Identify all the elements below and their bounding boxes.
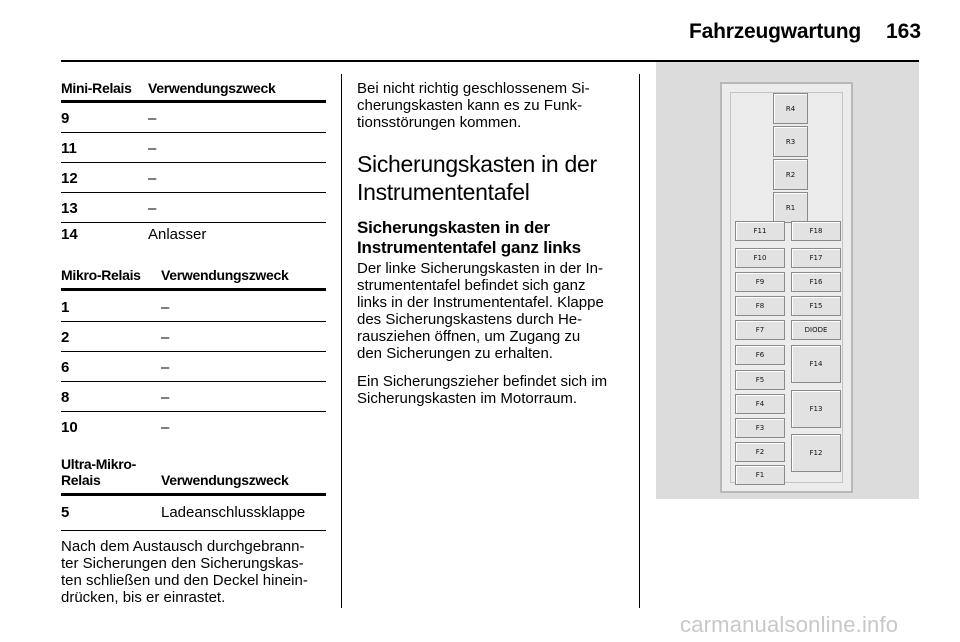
- intro-paragraph: Bei nicht richtig geschlossenem Si- cherungskasten kann es zu Funk- tionsstörungen kommen.: [357, 80, 590, 131]
- relay-use: –: [161, 359, 170, 376]
- fuse-f11: F11: [735, 221, 785, 241]
- fuse-f2: F2: [735, 442, 785, 462]
- relay-use: –: [148, 140, 157, 157]
- table-row: [61, 354, 326, 382]
- relay-number: 8: [61, 389, 70, 406]
- relay-use: Ladeanschlussklappe: [161, 504, 306, 521]
- relay-number: 6: [61, 359, 70, 376]
- relay-number: 5: [61, 504, 70, 521]
- fuse-f12: F12: [791, 434, 841, 472]
- page-number: 163: [886, 20, 922, 43]
- row-rule: [61, 192, 326, 193]
- fuse-f14: F14: [791, 345, 841, 383]
- relay-number: 14: [61, 226, 78, 243]
- relay-number: 13: [61, 200, 78, 217]
- fuse-f9: F9: [735, 272, 785, 292]
- table-header: [61, 267, 326, 289]
- row-rule: [61, 530, 326, 531]
- section-title: Fahrzeugwartung: [689, 20, 862, 43]
- closing-paragraph: Nach dem Austausch durchgebrann- ter Sicherungen den Sicherungskas- ten schließen und den Deckel hinein- drücken, bis er einrastet.: [61, 538, 308, 606]
- page-header: [0, 0, 960, 62]
- table-row: [61, 384, 326, 412]
- col-header-use: Verwendungszweck: [161, 472, 289, 488]
- relay-r1: R1: [773, 192, 808, 223]
- row-rule: [61, 132, 326, 133]
- relay-r4: R4: [773, 93, 808, 124]
- relay-use: –: [148, 170, 157, 187]
- section-heading: Sicherungskasten in der Instrumententafel: [357, 151, 597, 205]
- relay-use: –: [161, 419, 170, 436]
- relay-number: 9: [61, 110, 70, 127]
- column-separator-2: [639, 74, 640, 608]
- description-paragraph: Der linke Sicherungskasten in der In- strumententafel befindet sich ganz links in der Instrumententafel. Klappe des Sicherungskastens durch He- rausziehen öffnen, um Zugang zu den Sicherungen zu erhalten.: [357, 260, 604, 362]
- relay-use: –: [148, 200, 157, 217]
- ultra-mikro-relais-table: [61, 456, 326, 521]
- row-rule: [61, 162, 326, 163]
- fuse-f18: F18: [791, 221, 841, 241]
- relay-r3: R3: [773, 126, 808, 157]
- relay-use: –: [161, 329, 170, 346]
- fuse-f8: F8: [735, 296, 785, 316]
- fuse-f5: F5: [735, 370, 785, 390]
- mini-relais-table: [61, 80, 326, 243]
- col-header-relay: Mikro-Relais: [61, 267, 141, 283]
- table-row: [61, 294, 326, 322]
- row-rule: [61, 321, 326, 322]
- fuse-f3: F3: [735, 418, 785, 438]
- relay-number: 2: [61, 329, 70, 346]
- diode: DIODE: [791, 320, 841, 340]
- col-header-use: Verwendungszweck: [148, 80, 276, 96]
- row-rule: [61, 381, 326, 382]
- header-rule: [61, 100, 326, 103]
- row-rule: [61, 411, 326, 412]
- table-row: [61, 195, 326, 223]
- relay-r2: R2: [773, 159, 808, 190]
- fuse-f17: F17: [791, 248, 841, 268]
- table-row: [61, 499, 326, 531]
- relay-number: 11: [61, 140, 77, 157]
- header-rule: [61, 288, 326, 291]
- header-rule: [61, 493, 326, 496]
- fuse-f1: F1: [735, 465, 785, 485]
- table-row: [61, 414, 326, 442]
- relay-use: Anlasser: [148, 226, 207, 243]
- subsection-heading: Sicherungskasten in der Instrumententafel ganz links: [357, 218, 581, 257]
- relay-number: 12: [61, 170, 78, 187]
- table-header: [61, 80, 326, 102]
- fuse-box-illustration: [656, 62, 919, 499]
- fuse-f15: F15: [791, 296, 841, 316]
- fuse-f6: F6: [735, 345, 785, 365]
- relay-number: 10: [61, 419, 78, 436]
- table-header: [61, 456, 326, 492]
- relay-use: –: [161, 299, 170, 316]
- row-rule: [61, 351, 326, 352]
- column-separator-1: [341, 74, 342, 608]
- relay-use: –: [148, 110, 157, 127]
- fuse-f7: F7: [735, 320, 785, 340]
- relay-use: –: [161, 389, 170, 406]
- table-row: [61, 165, 326, 193]
- table-row: [61, 324, 326, 352]
- watermark: carmanualsonline.info: [680, 612, 899, 637]
- fuse-f16: F16: [791, 272, 841, 292]
- mikro-relais-table: [61, 267, 326, 436]
- table-row: [61, 105, 326, 133]
- fuse-f10: F10: [735, 248, 785, 268]
- table-row: [61, 135, 326, 163]
- col-header-use: Verwendungszweck: [161, 267, 289, 283]
- puller-paragraph: Ein Sicherungszieher befindet sich im Sicherungskasten im Motorraum.: [357, 373, 608, 407]
- col-header-relay: Mini-Relais: [61, 80, 132, 96]
- relay-number: 1: [61, 299, 70, 316]
- col-header-relay: Ultra-Mikro- Relais: [61, 456, 136, 488]
- table-row: [61, 221, 326, 249]
- fuse-f13: F13: [791, 390, 841, 428]
- fuse-f4: F4: [735, 394, 785, 414]
